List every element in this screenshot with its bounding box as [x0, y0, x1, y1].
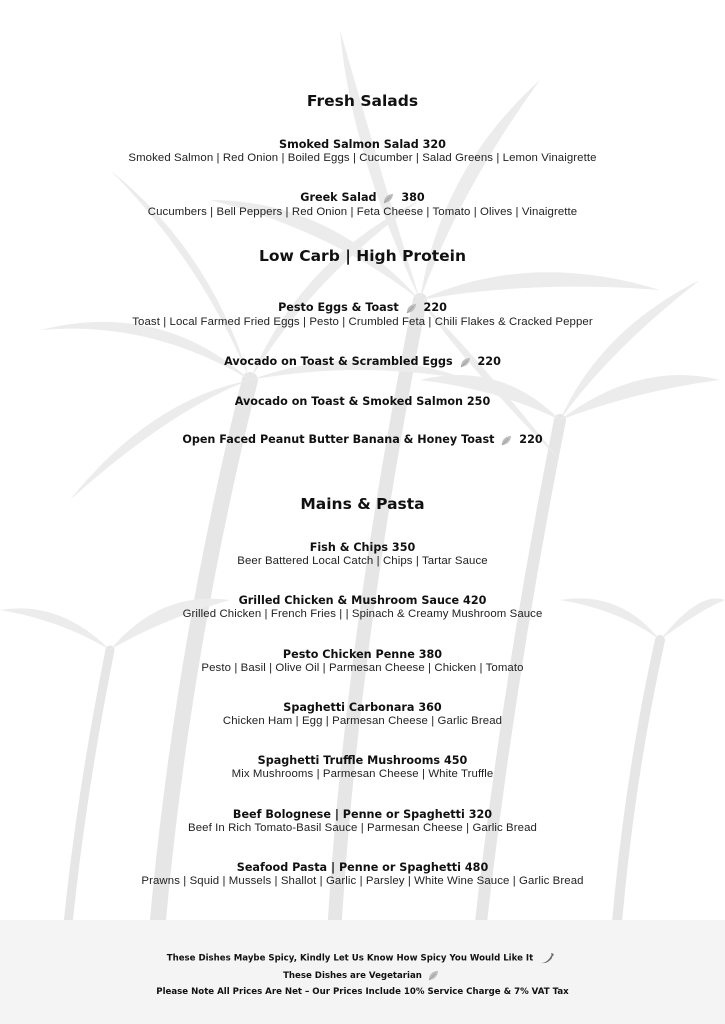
- tax-note: Please Note All Prices Are Net – Our Prices Include 10% Service Charge & 7% VAT Tax: [156, 987, 569, 997]
- leaf-icon: [460, 357, 471, 368]
- dish-name-pesto-eggs-toast: [0, 301, 725, 314]
- dish-desc-fish-chips: Beer Battered Local Catch | Chips | Tartar Sauce: [237, 555, 488, 567]
- dish-desc-beef-bolognese: Beef In Rich Tomato-Basil Sauce | Parmesan Cheese | Garlic Bread: [188, 822, 537, 834]
- dish-desc-greek-salad: Cucumbers | Bell Peppers | Red Onion | Feta Cheese | Tomato | Olives | Vinaigrette: [147, 206, 578, 218]
- dish-name-fish-chips: Fish & Chips 350: [309, 541, 416, 554]
- dish-desc-spaghetti-carbonara: Chicken Ham | Egg | Parmesan Cheese | Garlic Bread: [222, 715, 503, 727]
- spicy-note-text: These Dishes Maybe Spicy, Kindly Let Us Know How Spicy You Would Like It: [166, 953, 534, 964]
- dish-price: 220: [423, 301, 447, 314]
- dish-desc-pesto-eggs-toast: Toast | Local Farmed Fried Eggs | Pesto | Crumbled Feta | Chili Flakes & Cracked Pepper: [132, 316, 593, 328]
- chili-icon: [539, 952, 555, 964]
- vegetarian-note-text: These Dishes are Vegetarian: [283, 971, 422, 981]
- dish-name-grilled-chicken-mushroom: Grilled Chicken & Mushroom Sauce 420: [238, 594, 487, 607]
- dish-name-spaghetti-carbonara: Spaghetti Carbonara 360: [283, 701, 442, 714]
- leaf-icon: [383, 193, 394, 204]
- dish-desc-spaghetti-truffle-mushrooms: Mix Mushrooms | Parmesan Cheese | White Truffle: [231, 768, 494, 780]
- dish-title: Open Faced Peanut Butter Banana & Honey Toast: [182, 433, 495, 446]
- dish-name-seafood-pasta: Seafood Pasta | Penne or Spaghetti 480: [236, 861, 489, 874]
- section-title-low-carb-high-protein: Low Carb | High Protein: [258, 247, 466, 265]
- dish-name-smoked-salmon-salad: Smoked Salmon Salad 320: [279, 138, 446, 151]
- dish-name-avocado-toast-smoked-salmon: Avocado on Toast & Smoked Salmon 250: [234, 395, 491, 408]
- dish-name-peanut-butter-banana-toast: [0, 433, 725, 446]
- leaf-icon: [406, 303, 417, 314]
- dish-name-pesto-chicken-penne: Pesto Chicken Penne 380: [282, 648, 443, 661]
- dish-name-spaghetti-truffle-mushrooms: Spaghetti Truffle Mushrooms 450: [257, 754, 468, 767]
- dish-desc-grilled-chicken-mushroom: Grilled Chicken | French Fries | | Spinach & Creamy Mushroom Sauce: [182, 608, 543, 620]
- dish-name-avocado-toast-scrambled-eggs: [0, 355, 725, 368]
- dish-name-beef-bolognese: Beef Bolognese | Penne or Spaghetti 320: [232, 808, 493, 821]
- dish-name-greek-salad: [0, 191, 725, 204]
- dish-desc-seafood-pasta: Prawns | Squid | Mussels | Shallot | Garlic | Parsley | White Wine Sauce | Garlic Bread: [141, 875, 584, 887]
- dish-title: Avocado on Toast & Scrambled Eggs: [224, 355, 453, 368]
- leaf-icon: [428, 970, 439, 981]
- dish-price: 220: [477, 355, 501, 368]
- dish-title: Greek Salad: [300, 191, 377, 204]
- vegetarian-note: [0, 970, 725, 981]
- dish-desc-pesto-chicken-penne: Pesto | Basil | Olive Oil | Parmesan Cheese | Chicken | Tomato: [201, 662, 524, 674]
- dish-price: 380: [401, 191, 425, 204]
- leaf-icon: [501, 435, 512, 446]
- spicy-note: [0, 952, 725, 964]
- section-title-mains-pasta: Mains & Pasta: [300, 495, 425, 513]
- dish-price: 220: [519, 433, 543, 446]
- dish-title: Pesto Eggs & Toast: [278, 301, 399, 314]
- section-title-fresh-salads: Fresh Salads: [306, 92, 419, 110]
- dish-desc-smoked-salmon-salad: Smoked Salmon | Red Onion | Boiled Eggs | Cucumber | Salad Greens | Lemon Vinaigrette: [128, 152, 597, 164]
